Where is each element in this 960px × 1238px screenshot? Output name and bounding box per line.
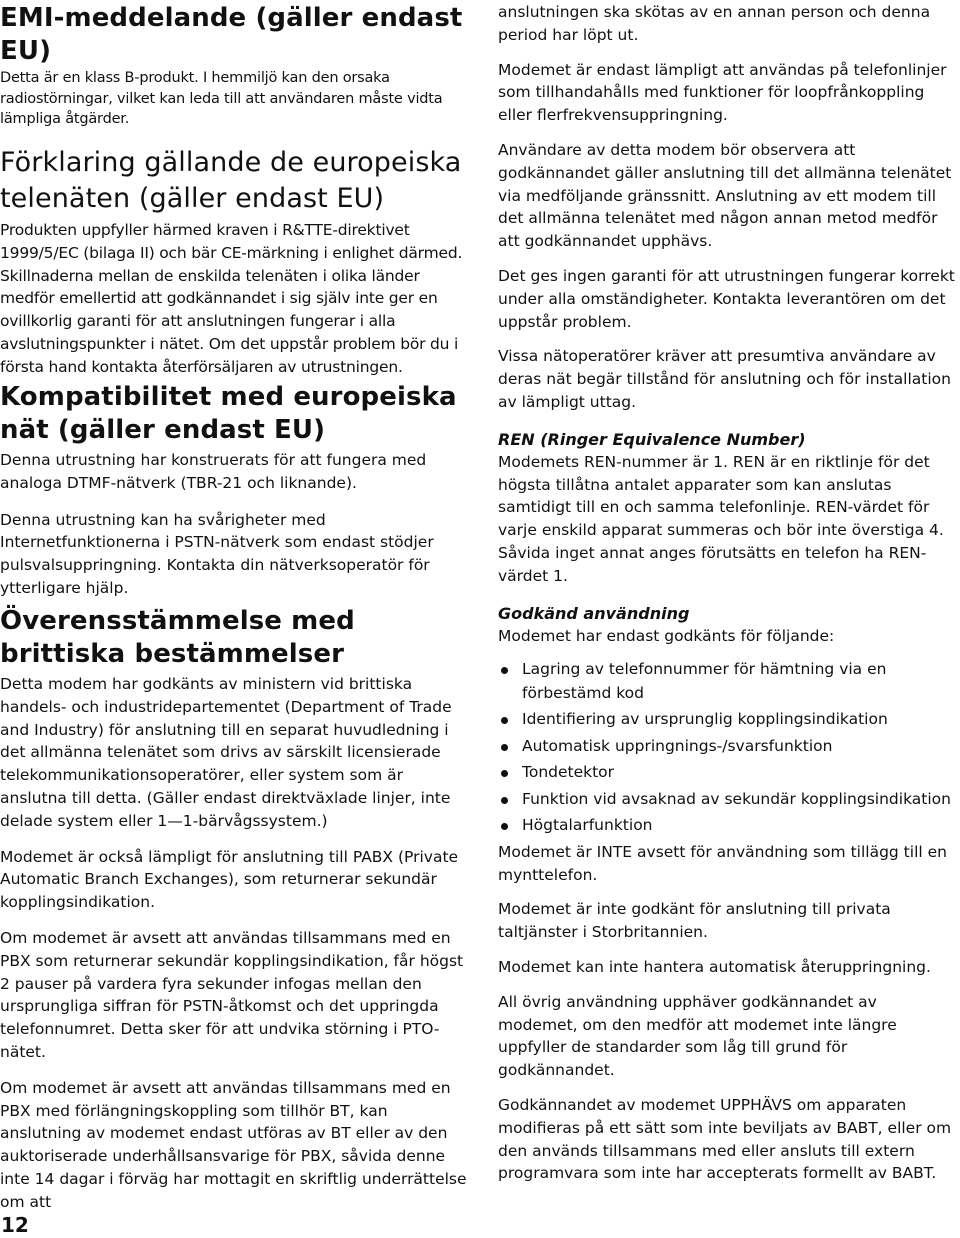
list-item <box>498 735 960 759</box>
bullet-icon <box>501 770 508 777</box>
compat-section <box>0 381 468 600</box>
list-item <box>498 814 960 838</box>
bullet-icon <box>501 823 508 830</box>
uk-paragraph-4: Om modemet är avsett att användas tillsammans med en PBX med förlängningskoppling som tillhör BT, kan anslutning av modemet endast utföras av BT eller av den auktoriserade underhållsansvarige för PBX, såvida denne inte 14 dagar i förväg har mottagit en skriftlig underrättelse om att <box>0 1078 467 1211</box>
bullet-icon <box>501 744 508 751</box>
compat-heading: Kompatibilitet med europeiska nät (gäller endast EU) <box>0 382 457 445</box>
babt-paragraph: Godkännandet av modemet UPPHÄVS om apparaten modifieras på ett sätt som inte beviljats av BABT, eller om den används tillsammans med eller ansluts till extern programvara som inte har accepterats formellt av BABT. <box>498 1096 952 1183</box>
declaration-text: Produkten uppfyller härmed kraven i R&TTE-direktivet 1999/5/EC (bilaga II) och bär CE-märkning i enlighet därmed. Skillnaderna mellan de enskilda telenäten i olika länder medför emellertid att godkännandet i sig själv inte ger en ovillkorlig garanti för att anslutningen fungerar i alla avslutningspunkter i nätet. Om det uppstår problem bör du i första hand kontakta återförsäljaren av utrustningen. <box>0 221 463 376</box>
redial-paragraph: Modemet kan inte hantera automatisk återuppringning. <box>498 958 931 977</box>
uk-section <box>0 605 468 1214</box>
list-item-text: Automatisk uppringnings-/svarsfunktion <box>522 736 833 755</box>
list-item <box>498 761 960 785</box>
other-use-paragraph: All övrig användning upphäver godkännandet av modemet, om den medför att modemet inte längre uppfyller de standarder som låg till grund för godkännandet. <box>498 992 897 1080</box>
continued-paragraph: anslutningen ska skötas av en annan person och denna period har löpt ut. <box>498 3 931 44</box>
usage-intro: Modemet har endast godkänts för följande: <box>498 626 835 645</box>
users-paragraph: Användare av detta modem bör observera att godkännandet gäller anslutning till det allmänna telenätet via medföljande gränssnitt. Anslutning av ett modem till det allmänna telenätet med någon annan metod medför att godkännandet upphävs. <box>498 140 952 251</box>
ren-paragraph: Modemets REN-nummer är 1. REN är en riktlinje för det högsta tillåtna antalet apparater som kan anslutas samtidigt till en och samma telefonlinje. REN-värdet för varje enskild apparat summeras och bör inte överstiga 4. Såvida inget annat anges förutsätts en telefon ha REN-värdet 1. <box>498 452 944 585</box>
bullet-icon <box>501 797 508 804</box>
usage-heading: Godkänd användning <box>498 603 690 623</box>
declaration-heading: Förklaring gällande de europeiska telenäten (gäller endast EU) <box>0 147 462 214</box>
no-guarantee-paragraph: Det ges ingen garanti för att utrustningen fungerar korrekt under alla omständigheter. Kontakta leverantören om det uppstår problem. <box>498 266 955 331</box>
private-paragraph: Modemet är inte godkänt för anslutning till privata taltjänster i Storbritannien. <box>498 900 891 942</box>
list-item <box>498 658 960 705</box>
coin-paragraph: Modemet är INTE avsett för användning som tillägg till en mynttelefon. <box>498 842 947 884</box>
loop-paragraph: Modemet är endast lämpligt att användas på telefonlinjer som tillhandahålls med funktioner för loopfrånkoppling eller flerfrekvensuppringning. <box>498 60 947 125</box>
emi-heading: EMI-meddelande (gäller endast EU) <box>0 3 463 66</box>
compat-paragraph-1: Denna utrustning har konstruerats för att fungera med analoga DTMF-nätverk (TBR-21 och liknande). <box>0 451 427 492</box>
list-item-text: Lagring av telefonnummer för hämtning via en förbestämd kod <box>522 660 887 702</box>
bullet-icon <box>501 667 508 674</box>
list-item-text: Funktion vid avsaknad av sekundär kopplingsindikation <box>522 789 951 808</box>
usage-list <box>498 658 960 838</box>
list-item <box>498 708 960 732</box>
uk-paragraph-2: Modemet är också lämpligt för anslutning till PABX (Private Automatic Branch Exchanges), som returnerar sekundär kopplingsindikation. <box>0 847 459 912</box>
list-item <box>498 788 960 812</box>
operators-paragraph: Vissa nätoperatörer kräver att presumtiva användare av deras nät begär tillstånd för anslutning och för installation av lämpligt uttag. <box>498 347 951 411</box>
uk-heading: Överensstämmelse med brittiska bestämmelser <box>0 606 355 669</box>
declaration-section <box>0 145 468 379</box>
list-item-text: Tondetektor <box>522 763 615 782</box>
emi-text: Detta är en klass B-produkt. I hemmiljö kan den orsaka radiostörningar, vilket kan leda till att användaren måste vidta lämpliga åtgärder. <box>0 70 443 127</box>
emi-section <box>0 2 468 130</box>
page-number: 12 <box>1 1213 29 1237</box>
compat-paragraph-2: Denna utrustning kan ha svårigheter med Internetfunktionerna i PSTN-nätverk som endast stödjer pulsvalsuppringning. Kontakta din nätverksoperatör för ytterligare hjälp. <box>0 510 434 597</box>
list-item-text: Identifiering av ursprunglig kopplingsindikation <box>522 710 888 729</box>
ren-heading: REN (Ringer Equivalence Number) <box>498 429 806 449</box>
uk-paragraph-1: Detta modem har godkänts av ministern vid brittiska handels- och industridepartementet (Department of Trade and Industry) för anslutning till en separat huvudledning i det allmänna telenätet som drivs av särskilt licensierade telekommunikationsoperatörer, eller system som är anslutna till detta. (Gäller endast direktväxlade linjer, inte delade system eller 1—1-bärvågssystem.) <box>0 675 452 830</box>
list-item-text: Högtalarfunktion <box>522 816 653 835</box>
bullet-icon <box>501 717 508 724</box>
uk-paragraph-3: Om modemet är avsett att användas tillsammans med en PBX som returnerar sekundär kopplingsindikation, får högst 2 pauser på vardera fyra sekunder infogas mellan den ursprungliga siffran för PSTN-åtkomst och det uppringda telefonnumret. Detta sker för att undvika störning i PTO-nätet. <box>0 928 464 1061</box>
right-flow <box>498 1 960 1185</box>
